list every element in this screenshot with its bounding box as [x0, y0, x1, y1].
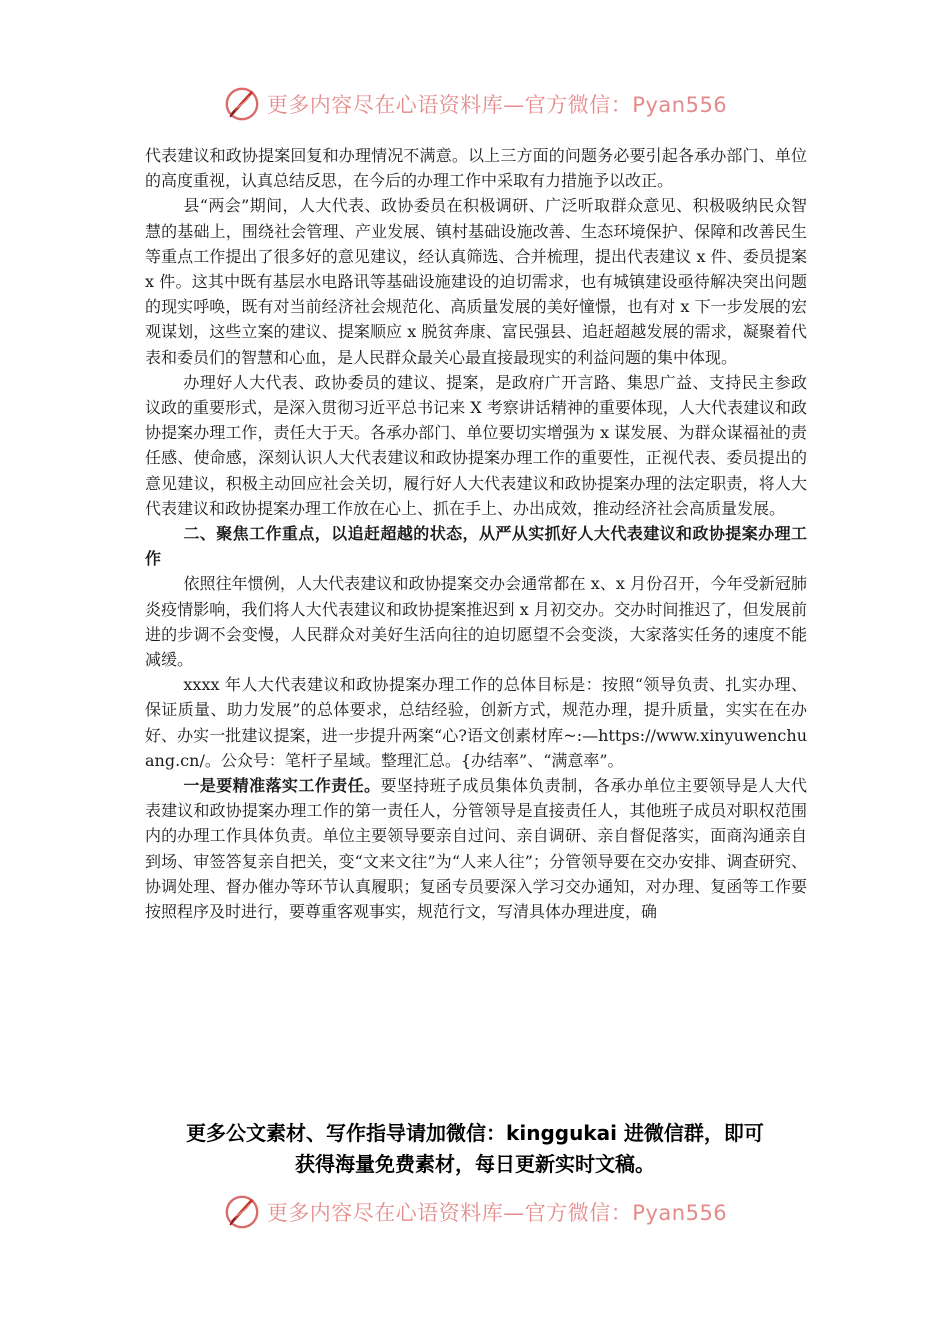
section-heading: 二、聚焦工作重点，以追赶超越的状态，从严从实抓好人大代表建议和政协提案办理工作: [145, 524, 807, 569]
pen-logo-icon: [223, 1193, 261, 1231]
promo-line-1: 更多公文素材、写作指导请加微信：kinggukai 进微信群，即可: [186, 1121, 764, 1145]
paragraph: [145, 773, 807, 924]
watermark-text: 更多内容尽在心语资料库—官方微信：Pyan556: [266, 1201, 728, 1225]
paragraph: 县“两会”期间，人大代表、政协委员在积极调研、广泛听取群众意见、积极吸纳民众智慧的基础上，围绕社会管理、产业发展、镇村基础设施改善、生态环境保护、保障和改善民生等重点工作提出了很多好的意见建议，经认真筛选、合并梳理，提出代表建议 x 件、委员提案 x 件。这其中既有基层水电路讯等基础设施建设的迫切需求，也有城镇建设亟待解决突出问题的现实呼唤，既有对当前经济社会规范化、高质量发展的美好憧憬，也有对 x 下一步发展的宏观谋划，这些立案的建议、提案顺应 x 脱贫奔康、富民强县、追赶超越发展的需求，凝聚着代表和委员们的智慧和心血，是人民群众最关心最直接最现实的利益问题的集中体现。: [145, 196, 807, 367]
watermark-text: 更多内容尽在心语资料库—官方微信：Pyan556: [266, 93, 728, 117]
paragraph-lead: 一是要精准落实工作责任。: [183, 776, 381, 796]
document-body: [145, 143, 807, 924]
watermark-bottom: [0, 1190, 950, 1234]
watermark-top: [0, 82, 950, 126]
promo-banner: [120, 1118, 830, 1180]
paragraph: 办理好人大代表、政协委员的建议、提案，是政府广开言路、集思广益、支持民主参政议政的重要形式，是深入贯彻习近平总书记来 X 考察讲话精神的重要体现，人大代表建议和政协提案办理工作，责任大于天。各承办部门、单位要切实增强为 x 谋发展、为群众谋福祉的责任感、使命感，深刻认识人大代表建议和政协提案办理工作的重要性，正视代表、委员提出的意见建议，积极主动回应社会关切，履行好人大代表建议和政协提案办理的法定职责，将人大代表建议和政协提案办理工作放在心上、抓在手上、办出成效，推动经济社会高质量发展。: [145, 372, 807, 518]
paragraph: 依照往年惯例，人大代表建议和政协提案交办会通常都在 x、x 月份召开，今年受新冠肺炎疫情影响，我们将人大代表建议和政协提案推迟到 x 月初交办。交办时间推迟了，但发展前进的步调不会变慢，人民群众对美好生活向往的迫切愿望不会变淡，大家落实任务的速度不能减缓。: [145, 574, 807, 670]
paragraph: xxxx 年人大代表建议和政协提案办理工作的总体目标是：按照“领导负责、扎实办理、保证质量、助力发展”的总体要求，总结经验，创新方式，规范办理，提升质量，实实在在办好、办实一批建议提案，进一步提升两案“心?语文创素材库~:—https://www.xinyuwenchuang.cn/。公众号：笔杆子星域。整理汇总。{办结率”、“满意率”。: [145, 675, 807, 770]
paragraph-text: 要坚持班子成员集体负责制，各承办单位主要领导是人大代表建议和政协提案办理工作的第一责任人，分管领导是直接责任人，其他班子成员对职权范围内的办理工作具体负责。单位主要领导要亲自过问、亲自调研、亲自督促落实，面商沟通亲自到场、审签答复亲自把关，变“文来文往”为“人来人往”；分管领导要在交办安排、调查研究、协调处理、督办催办等环节认真履职；复函专员要深入学习交办通知，对办理、复函等工作要按照程序及时进行，要尊重客观事实，规范行文，写清具体办理进度，确: [145, 776, 807, 922]
paragraph: 代表建议和政协提案回复和办理情况不满意。以上三方面的问题务必要引起各承办部门、单位的高度重视，认真总结反思，在今后的办理工作中采取有力措施予以改正。: [145, 146, 807, 191]
promo-line-2: 获得海量免费素材，每日更新实时文稿。: [295, 1152, 655, 1176]
pen-logo-icon: [223, 85, 261, 123]
